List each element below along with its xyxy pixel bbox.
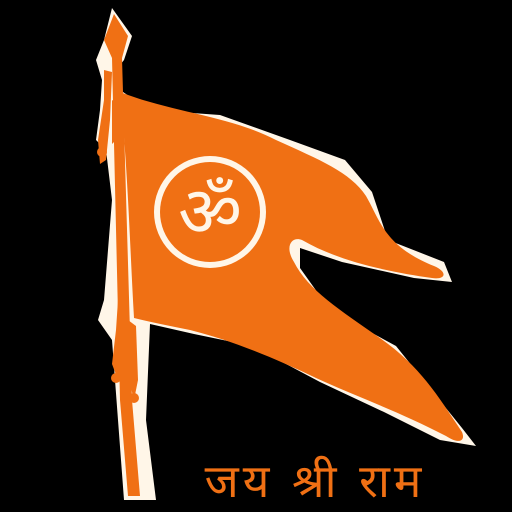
svg-text:ॐ: ॐ [178,171,242,253]
jai-shri-ram-caption: जय श्री राम [204,454,426,508]
om-symbol [154,156,266,268]
